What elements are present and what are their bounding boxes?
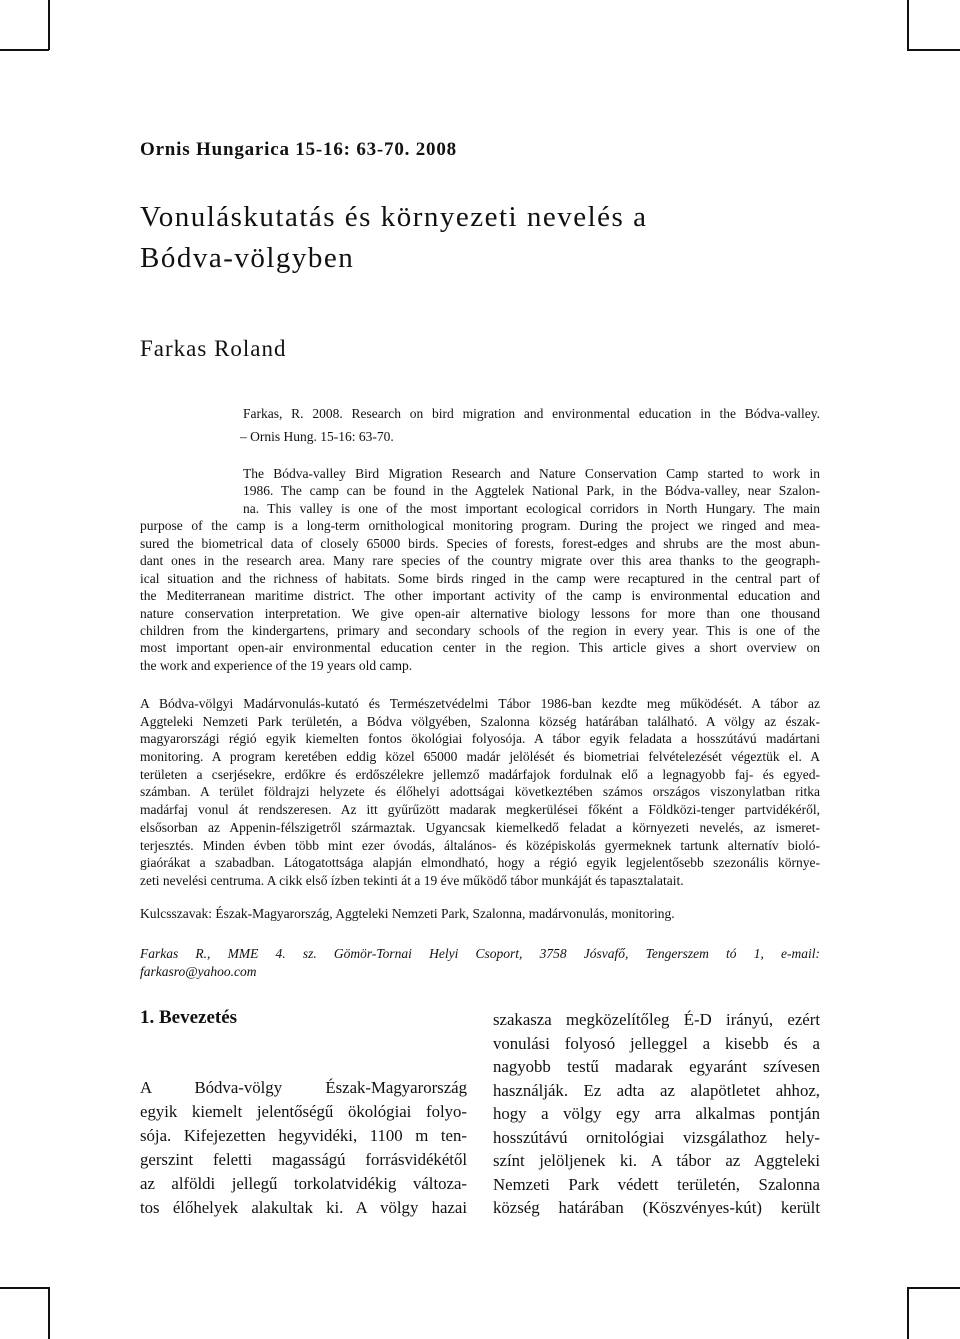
abstract-hu-line: giaórákat a szabadban. Látogatottsága alapján elmondható, hogy a régió egyik legjelentősebb szezonális környe-	[140, 855, 820, 871]
body-line: hogy a völgy egy arra alkalmas pontján	[493, 1104, 820, 1123]
body-line: az alföldi jellegű torkolatvidékig változa-	[140, 1174, 467, 1193]
abstract-en-line: sured the biometrical data of closely 65000 birds. Species of forests, forest-edges and shrubs are the most abun-	[140, 535, 820, 551]
author-email[interactable]: farkasro@yahoo.com	[140, 963, 257, 979]
abstract-hu-line: A Bódva-völgyi Madárvonulás-kutató és Természetvédelmi Tábor 1986-ban kezdte meg működését. A tábor az	[140, 696, 820, 711]
title-line: Bódva-völgyben	[140, 242, 355, 274]
abstract-hu-line: madárfaj vonul át rendszeresen. Az itt gyűrűzött madarak megkerülései főként a Földközi-tenger partvidékéről,	[140, 802, 820, 818]
abstract-en-line: the Mediterranean maritime district. The other important activity of the camp is environmental education and	[140, 588, 820, 604]
abstract-hu-line: magyarországi régió egyik kiemelten fontos ökológiai folyosója. A tábor egyik feladata a hosszútávú madártani	[140, 731, 820, 747]
abstract-hungarian	[140, 695, 820, 890]
abstract-en-line: most important open-air environmental education center in the region. This article gives a short overview on	[140, 640, 820, 656]
abstract-hu-line: területen a cserjésekre, erdőkre és erdőszélekre jellemző madárfajok fordulnak elő a legnagyobb faj- és egyed-	[140, 766, 820, 782]
abstract-hu-line: számban. A terület földrajzi helyzete és élőhelyi adottságai következtében számos országos viszonylatban ritka	[140, 784, 820, 800]
crop-mark-top-right-horizontal	[907, 49, 960, 51]
abstract-en-line: na. This valley is one of the most important ecological corridors in North Hungary. The main	[243, 500, 820, 516]
journal-reference: Ornis Hungarica 15-16: 63-70. 2008	[140, 139, 457, 160]
body-line: tos élőhelyek alakultak ki. A völgy hazai	[140, 1198, 467, 1217]
body-line: egyik kiemelt jelentőségű ökológiai folyo-	[140, 1102, 467, 1121]
crop-mark-top-right-vertical	[907, 0, 909, 50]
body-line: gerszint feletti magasságú forrásvidékétől	[140, 1150, 467, 1169]
body-line: szakasza megközelítőleg É-D irányú, ezért	[493, 1010, 820, 1029]
crop-mark-bottom-right-horizontal	[907, 1287, 960, 1289]
section-heading: 1. Bevezetés	[140, 1007, 238, 1028]
abstract-en-line: 1986. The camp can be found in the Aggtelek National Park, in the Bódva-valley, near Szalon-	[243, 483, 820, 499]
crop-mark-top-left-vertical	[48, 0, 50, 50]
body-line: Nemzeti Park védett területén, Szalonna	[493, 1174, 820, 1194]
abstract-en-line: dant ones in the research area. Many rare species of the country migrate over this area thanks to the geograph-	[140, 553, 820, 569]
abstract-en-line: The Bódva-valley Bird Migration Research and Nature Conservation Camp started to work in	[243, 466, 820, 481]
abstract-hu-line: elsősorban az Appenin-félszigetről származtak. Ugyancsak kiemelkedő feladat a környezeti nevelés, az ismeret-	[140, 819, 820, 835]
crop-mark-top-left-horizontal	[0, 49, 49, 51]
body-line: sója. Kifejezetten hegyvidéki, 1100 m ten-	[140, 1126, 467, 1145]
article-title	[140, 197, 647, 279]
address-line: Farkas R., MME 4. sz. Gömör-Tornai Helyi Csoport, 3758 Jósvafő, Tengerszem tó 1, e-mail:	[140, 946, 820, 961]
abstract-hu-line: zeti nevelési centruma. A cikk első ízben tekinti át a 19 éve működő tábor munkáját és tapasztalatait.	[140, 872, 684, 888]
abstract-en-line: ical situation and the richness of habitats. Some birds ringed in the camp were recaptured in the central part of	[140, 570, 820, 586]
abstract-hu-line: Aggteleki Nemzeti Park területén, a Bódva völgyében, Szalonna község határában található. A völgy az észak-	[140, 713, 820, 729]
title-line: Vonuláskutatás és környezeti nevelés a	[140, 201, 648, 233]
body-line: A Bódva-völgy Észak-Magyarország	[140, 1078, 467, 1097]
body-line: község határában (Köszvényes-kút) került	[493, 1198, 820, 1217]
body-column-left	[140, 1076, 467, 1220]
body-line: nagyobb testű madarak egyaránt szívesen	[493, 1057, 820, 1076]
abstract-hu-line: monitoring. A program keretében eddig közel 65000 madár jelölését és biometriai felvételezését végeztük el. A	[140, 749, 820, 765]
citation-line: Farkas, R. 2008. Research on bird migration and environmental education in the Bódva-valley.	[243, 406, 820, 421]
body-line: vonulási folyosó jelleggel a kisebb és a	[493, 1033, 820, 1053]
abstract-en-line: purpose of the camp is a long-term ornithological monitoring program. During the project we ringed and mea-	[140, 518, 820, 534]
crop-mark-bottom-left-vertical	[48, 1287, 50, 1339]
abstract-english	[140, 465, 820, 674]
abstract-en-line: children from the kindergartens, primary and secondary schools of the region in every year. This is one of the	[140, 622, 820, 638]
citation	[240, 402, 820, 448]
body-line: hosszútávú ornitológiai vizsgálathoz hely-	[493, 1127, 820, 1147]
body-column-right	[493, 1008, 820, 1220]
abstract-en-line: nature conservation interpretation. We give open-air alternative biology lessons for more than one thousand	[140, 605, 820, 621]
citation-line: – Ornis Hung. 15-16: 63-70.	[240, 429, 394, 444]
abstract-en-line: the work and experience of the 19 years old camp.	[140, 657, 413, 673]
author-address	[140, 945, 820, 980]
abstract-hu-line: terjesztés. Minden évben több mint ezer óvodás, általános- és középiskolás gyermeknek tartunk alternatív bioló-	[140, 837, 820, 853]
body-line: színt jelöljenek ki. A tábor az Aggteleki	[493, 1151, 820, 1170]
body-line: használják. Ez adta az alapötletet ahhoz,	[493, 1080, 820, 1100]
keywords: Kulcsszavak: Észak-Magyarország, Aggteleki Nemzeti Park, Szalonna, madárvonulás, monitoring.	[140, 906, 675, 921]
crop-mark-bottom-right-vertical	[907, 1287, 909, 1339]
crop-mark-bottom-left-horizontal	[0, 1287, 49, 1289]
author-name: Farkas Roland	[140, 336, 287, 361]
